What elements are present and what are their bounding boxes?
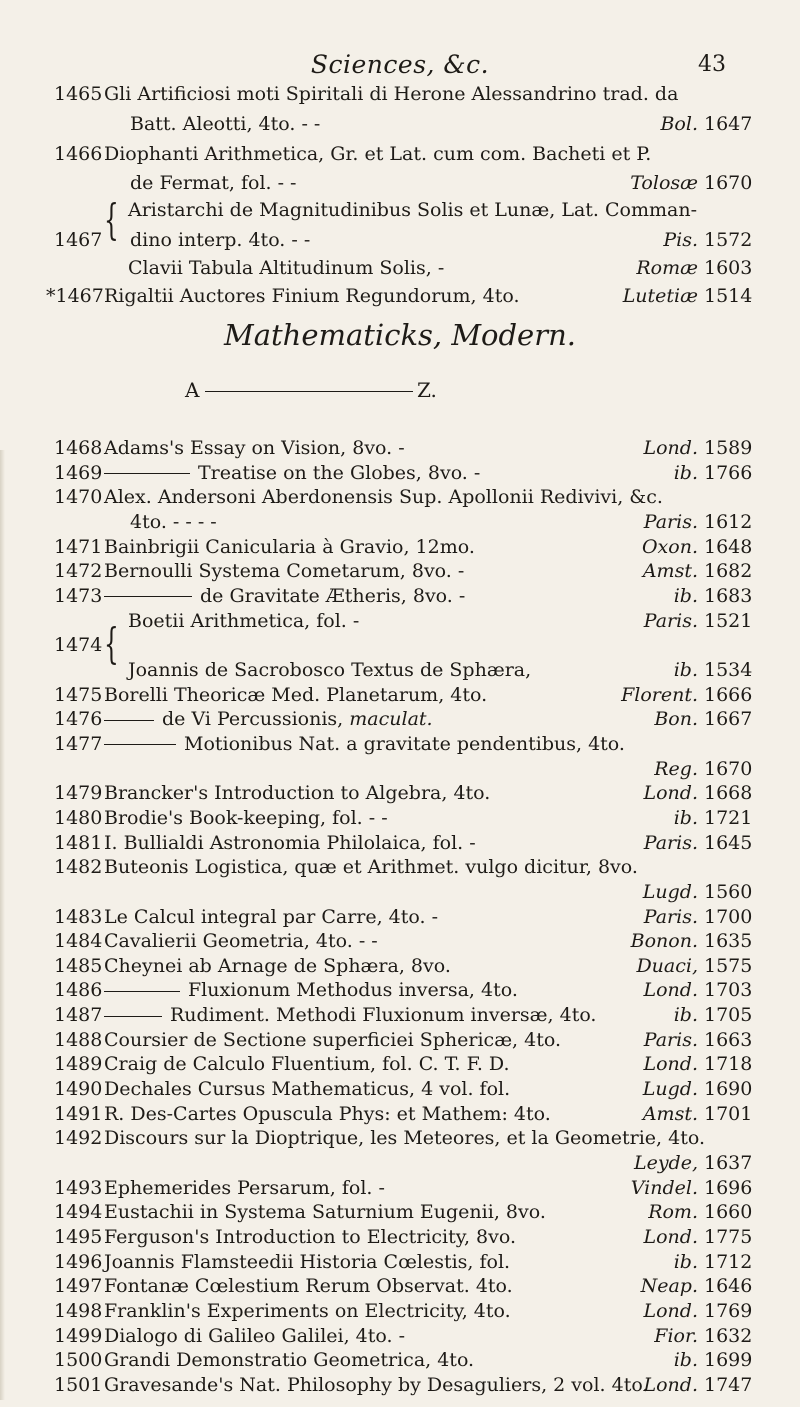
entry-year: 1747 — [704, 1374, 753, 1396]
entry-title: Franklin's Experiments on Electricity, 4to. — [104, 1300, 511, 1323]
entry-place: ib. — [673, 584, 698, 607]
entry-title: Discours sur la Dioptrique, les Meteores, et la Geometrie, 4to. — [104, 1127, 705, 1150]
entry-year: 1666 — [704, 683, 753, 706]
brace-glyph: { — [104, 195, 119, 244]
entry-number: 1495 — [54, 1226, 103, 1249]
alphabet-range — [0, 378, 800, 408]
entry-place: Lond. — [643, 1053, 698, 1076]
entry-title: Ferguson's Introduction to Electricity, 8vo. — [104, 1226, 517, 1249]
entry-place: Lond. — [643, 979, 698, 1002]
catalogue-entry — [0, 253, 800, 283]
entry-year: 1646 — [704, 1275, 753, 1298]
entry-number: 1474 — [54, 634, 103, 657]
entry-title: Buteonis Logistica, quæ et Arithmet. vulgo dicitur, 8vo. — [104, 856, 638, 879]
entry-place: ib. — [673, 806, 698, 829]
page-number: 43 — [698, 52, 726, 77]
entry-title: Eustachii in Systema Saturnium Eugenii, 8vo. — [104, 1201, 546, 1224]
entry-year: 1635 — [704, 930, 753, 953]
entry-title: Boetii Arithmetica, fol. - — [128, 609, 360, 632]
ditto-dash — [104, 596, 192, 597]
entry-title: Cavalierii Geometria, 4to. - - — [104, 930, 378, 953]
entry-title-continuation: de Fermat, fol. - - — [130, 172, 297, 194]
entry-place: Amst. — [642, 560, 698, 583]
entry-title: Dialogo di Galileo Galilei, 4to. - — [104, 1324, 405, 1347]
entry-place: Lugd. — [642, 1078, 698, 1101]
entry-place: Florent. — [621, 683, 698, 706]
entry-place: ib. — [673, 461, 698, 484]
entry-number: 1469 — [54, 461, 103, 484]
entry-title: Cheynei ab Arnage de Sphæra, 8vo. — [104, 954, 451, 977]
entry-place: ib. — [673, 1250, 698, 1273]
entry-title-continuation: dino interp. 4to. - - — [130, 229, 311, 251]
entry-place: Leyde, — [633, 1152, 698, 1175]
entry-place: Reg. — [654, 757, 698, 780]
entry-title: Borelli Theoricæ Med. Planetarum, 4to. — [104, 683, 488, 706]
entry-number: 1487 — [54, 1004, 103, 1027]
entry-place: Bol. — [660, 113, 698, 135]
entry-place: Paris. — [643, 831, 698, 854]
range-rule — [205, 391, 413, 392]
entry-year: 1637 — [704, 1152, 753, 1175]
entry-year: 1703 — [704, 979, 753, 1002]
entry-title: Clavii Tabula Altitudinum Solis, - — [128, 257, 445, 279]
entry-number: 1483 — [54, 905, 103, 928]
entry-title: Brodie's Book-keeping, fol. - - — [104, 806, 388, 829]
entry-title-text: Motionibus Nat. a gravitate pendentibus, 4to. — [184, 732, 625, 755]
entry-number: 1470 — [54, 486, 103, 509]
entry-number: *1467 — [46, 285, 104, 307]
entry-number: 1493 — [54, 1176, 103, 1199]
entry-year: 1670 — [704, 172, 753, 194]
entry-place: Lond. — [643, 1300, 698, 1323]
entry-title-text: Treatise on the Globes, 8vo. - — [198, 461, 481, 484]
entry-title: Craig de Calculo Fluentium, fol. C. T. F. D. — [104, 1053, 510, 1076]
entry-year: 1667 — [704, 708, 753, 731]
entry-title: Alex. Andersoni Aberdonensis Sup. Apollonii Redivivi, &c. — [104, 486, 663, 509]
entry-number: 1468 — [54, 437, 103, 459]
entry-number: 1496 — [54, 1250, 103, 1273]
entry-year: 1721 — [704, 806, 753, 829]
ditto-dash — [104, 991, 180, 992]
section-heading: Mathematicks, Modern. — [224, 318, 576, 352]
entry-title: Bainbrigii Canicularia à Gravio, 12mo. — [104, 535, 475, 558]
entry-title: Coursier de Sectione superficiei Sphericæ, 4to. — [104, 1028, 562, 1051]
entry-year: 1712 — [704, 1250, 753, 1273]
entry-title: Aristarchi de Magnitudinibus Solis et Lunæ, Lat. Comman- — [128, 199, 697, 221]
entry-title: Brancker's Introduction to Algebra, 4to. — [104, 782, 491, 805]
entry-title: Le Calcul integral par Carre, 4to. - — [104, 905, 439, 928]
entry-number: 1500 — [54, 1349, 103, 1372]
entry-year: 1514 — [704, 285, 753, 307]
entry-place: Tolosæ — [630, 172, 698, 194]
entry-year: 1690 — [704, 1078, 753, 1101]
entry-number: 1465 — [54, 83, 103, 105]
entry-place: Lond. — [643, 1226, 698, 1249]
entry-year: 1534 — [704, 658, 753, 681]
entry-place: Romæ — [636, 257, 698, 279]
ditto-dash — [104, 744, 176, 745]
entry-number: 1499 — [54, 1324, 103, 1347]
entry-place: Paris. — [643, 510, 698, 533]
catalogue-entry — [0, 139, 800, 169]
entry-number: 1494 — [54, 1201, 103, 1224]
ditto-dash — [104, 720, 154, 721]
entry-place: Paris. — [643, 609, 698, 632]
entry-number: 1491 — [54, 1102, 103, 1125]
entry-place: Lond. — [643, 1374, 698, 1396]
catalogue-entry — [0, 1370, 800, 1400]
entry-title: Ephemerides Persarum, fol. - — [104, 1176, 385, 1199]
entry-number: 1497 — [54, 1275, 103, 1298]
entry-place: Neap. — [640, 1275, 698, 1298]
entry-year: 1660 — [704, 1201, 753, 1224]
entry-year: 1718 — [704, 1053, 753, 1076]
entry-place: Lugd. — [642, 880, 698, 903]
entry-title-text: Fluxionum Methodus inversa, 4to. — [188, 979, 518, 1002]
entry-number: 1501 — [54, 1374, 103, 1396]
entry-place: Lond. — [643, 437, 698, 459]
entry-number: 1477 — [54, 732, 103, 755]
entry-year: 1682 — [704, 560, 753, 583]
running-title: Sciences, &c. — [310, 50, 490, 79]
entry-title: Adams's Essay on Vision, 8vo. - — [104, 437, 405, 459]
entry-year: 1603 — [704, 257, 753, 279]
entry-number: 1492 — [54, 1127, 103, 1150]
entry-year: 1521 — [704, 609, 753, 632]
catalogue-entry-continuation — [0, 109, 800, 139]
catalogue-entry — [0, 195, 800, 225]
entry-title: Bernoulli Systema Cometarum, 8vo. - — [104, 560, 465, 583]
entry-number: 1475 — [54, 683, 103, 706]
entry-place: ib. — [673, 1004, 698, 1027]
entry-year: 1705 — [704, 1004, 753, 1027]
entry-place: Amst. — [642, 1102, 698, 1125]
entry-place: Duaci, — [636, 954, 698, 977]
entry-number: 1481 — [54, 831, 103, 854]
entry-title: Diophanti Arithmetica, Gr. et Lat. cum com. Bacheti et P. — [104, 143, 652, 165]
entry-number: 1488 — [54, 1028, 103, 1051]
entry-number: 1471 — [54, 535, 103, 558]
entry-place: Bonon. — [630, 930, 698, 953]
entry-year: 1647 — [704, 113, 753, 135]
entry-condition-note: maculat. — [349, 708, 433, 731]
entry-title: Joannis de Sacrobosco Textus de Sphæra, — [128, 658, 532, 681]
entry-place: Fior. — [654, 1324, 698, 1347]
entry-number: 1473 — [54, 584, 103, 607]
entry-place: Vindel. — [630, 1176, 698, 1199]
range-end: Z. — [417, 378, 437, 402]
entry-year: 1560 — [704, 880, 753, 903]
entry-number: 1498 — [54, 1300, 103, 1323]
entry-year: 1696 — [704, 1176, 753, 1199]
entry-year: 1663 — [704, 1028, 753, 1051]
entry-place: Lond. — [643, 782, 698, 805]
entry-title: R. Des-Cartes Opuscula Phys: et Mathem: 4to. — [104, 1102, 551, 1125]
entry-year: 1668 — [704, 782, 753, 805]
entry-place: Pis. — [663, 229, 698, 251]
entry-year: 1701 — [704, 1102, 753, 1125]
entry-title: Gli Artificiosi moti Spiritali di Herone Alessandrino trad. da — [104, 83, 679, 105]
entry-place: Oxon. — [641, 535, 698, 558]
entry-year: 1683 — [704, 584, 753, 607]
entry-title-continuation: Batt. Aleotti, 4to. - - — [130, 113, 321, 135]
entry-title: Gravesande's Nat. Philosophy by Desaguliers, 2 vol. 4to. — [104, 1374, 649, 1396]
entry-title: Joannis Flamsteedii Historia Cœlestis, fol. — [104, 1250, 511, 1273]
entry-place: Bon. — [654, 708, 698, 731]
entry-number: 1489 — [54, 1053, 103, 1076]
entry-year: 1632 — [704, 1324, 753, 1347]
entry-year: 1648 — [704, 535, 753, 558]
brace-glyph: { — [104, 619, 119, 669]
entry-number: 1472 — [54, 560, 103, 583]
entry-year: 1645 — [704, 831, 753, 854]
entry-year: 1670 — [704, 757, 753, 780]
entry-place: Paris. — [643, 1028, 698, 1051]
entry-year: 1766 — [704, 461, 753, 484]
catalogue-entry — [0, 79, 800, 109]
entry-title: Fontanæ Cœlestium Rerum Observat. 4to. — [104, 1275, 513, 1298]
entry-year: 1572 — [704, 229, 753, 251]
entry-number: 1490 — [54, 1078, 103, 1101]
entry-year: 1699 — [704, 1349, 753, 1372]
entry-title: Rigaltii Auctores Finium Regundorum, 4to. — [104, 285, 520, 307]
entry-place: Rom. — [648, 1201, 698, 1224]
entry-place: Paris. — [643, 905, 698, 928]
entry-title-text: de Gravitate Ætheris, 8vo. - — [200, 584, 466, 607]
catalogue-entry-continuation — [0, 168, 800, 198]
catalogue-entry — [0, 281, 800, 311]
entry-year: 1612 — [704, 510, 753, 533]
entry-number: 1482 — [54, 856, 103, 879]
entry-year: 1575 — [704, 954, 753, 977]
entry-title: Grandi Demonstratio Geometrica, 4to. — [104, 1349, 475, 1372]
entry-number: 1484 — [54, 930, 103, 953]
ditto-dash — [104, 1016, 162, 1017]
entry-place: ib. — [673, 658, 698, 681]
entry-title: I. Bullialdi Astronomia Philolaica, fol. - — [104, 831, 476, 854]
ditto-dash — [104, 473, 190, 474]
range-start: A — [185, 378, 200, 402]
entry-title-text: de Vi Percussionis, — [162, 708, 344, 731]
entry-year: 1589 — [704, 437, 753, 459]
entry-number: 1480 — [54, 806, 103, 829]
entry-number: 1479 — [54, 782, 103, 805]
entry-number: 1466 — [54, 143, 103, 165]
entry-title-text: Rudiment. Methodi Fluxionum inversæ, 4to. — [170, 1004, 597, 1027]
entry-year: 1700 — [704, 905, 753, 928]
entry-year: 1769 — [704, 1300, 753, 1323]
entry-place: ib. — [673, 1349, 698, 1372]
entry-year: 1775 — [704, 1226, 753, 1249]
entry-number: 1476 — [54, 708, 103, 731]
entry-number: 1485 — [54, 954, 103, 977]
entry-number: 1467 — [54, 229, 103, 251]
entry-place: Lutetiæ — [622, 285, 698, 307]
entry-number: 1486 — [54, 979, 103, 1002]
entry-title-continuation: 4to. - - - - — [130, 510, 217, 533]
entry-title: Dechales Cursus Mathematicus, 4 vol. fol. — [104, 1078, 511, 1101]
